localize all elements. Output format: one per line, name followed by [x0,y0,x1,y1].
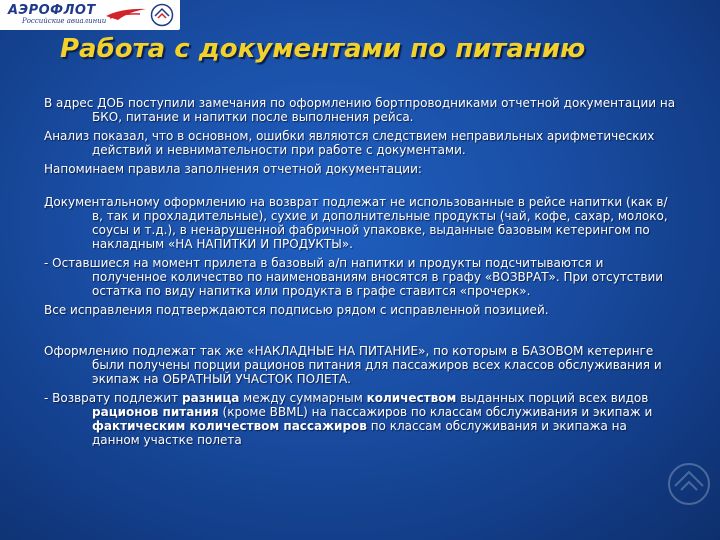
paragraph-return-difference [44,391,676,447]
watermark-emblem-icon [665,460,713,508]
logo-name: АЭРОФЛОТ [8,3,96,18]
paragraph-reminder: Напоминаем правила заполнения отчетной документации: [44,162,422,176]
text-fragment: (кроме ВВМL) на пассажиров по классам обслуживания и экипаж и [218,405,653,419]
paragraph-return-rules: Документальному оформлению на возврат подлежат не использованные в рейсе напитки (как в/в, так и прохладительные), сухие и дополнительные продукты (чай, кофе, сахар, молоко, соусы и т.д.), в ненарушенной фабричной упаковке, выданные базовым кетерингом по накладным «НА НАПИТКИ И ПРОДУКТЫ». [44,195,668,251]
aeroflot-logo [0,0,180,30]
text-fragment: между суммарным [239,391,367,405]
spacer [44,181,676,195]
text-fragment: - Возврату подлежит [44,391,182,405]
paragraph-complaints: В адрес ДОБ поступили замечания по оформлению бортпроводниками отчетной документации на БКО, питание и напитки после выполнения рейса. [44,96,676,124]
emphasis-quantity: количеством [366,391,457,405]
text-fragment: выданных порций всех видов [456,391,649,405]
slide-title: Работа с документами по питанию [60,34,586,64]
paragraph-meal-invoices: Оформлению подлежат так же «НАКЛАДНЫЕ НА ПИТАНИЕ», по которым в БАЗОВОМ кетеринге были получены порции рационов питания для пассажиров всех классов обслуживания и экипаж на ОБРАТНЫЙ УЧАСТОК ПОЛЕТА. [44,344,662,386]
paragraph-remaining-items: - Оставшиеся на момент прилета в базовый а/п напитки и продукты подсчитываются и полученное количество по наименованиям вносятся в графу «ВОЗВРАТ». При отсутствии остатка по виду напитка или продукта в графе ставится «прочерк». [44,256,664,298]
emphasis-difference: разница [182,391,240,405]
text-fragment: по классам обслуживания и экипажа на данном участке полета [92,419,627,447]
logo-emblem-icon [150,3,174,27]
logo-tagline: Российские авиалинии [22,17,107,25]
logo-wing-icon [104,6,148,22]
emphasis-meal-rations: рационов питания [92,405,219,419]
spacer [44,322,676,344]
emphasis-actual-passengers: фактическим количеством пассажиров [92,419,367,433]
slide-body [44,96,676,452]
paragraph-analysis: Анализ показал, что в основном, ошибки являются следствием неправильных арифметических действий и невнимательности при работе с документами. [44,129,655,157]
paragraph-corrections: Все исправления подтверждаются подписью рядом с исправленной позицией. [44,303,549,317]
